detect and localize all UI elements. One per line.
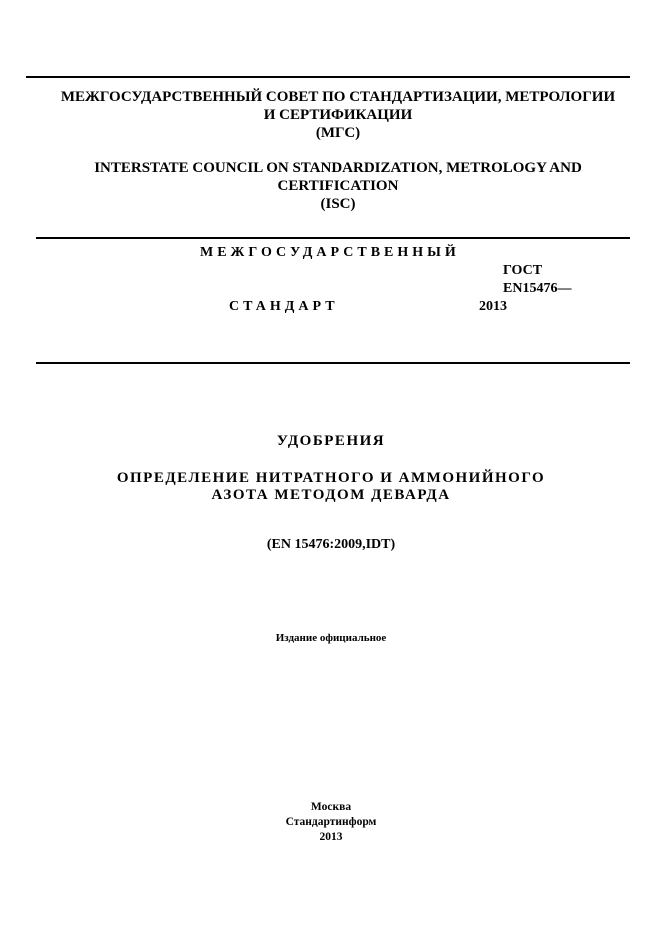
top-rule [26,76,630,78]
standard-bottom-rule [36,362,630,364]
standard-top-rule [36,237,630,239]
document-title: УДОБРЕНИЯ [276,433,386,449]
official-edition-note: Издание официальное [275,632,387,644]
imprint-publisher: Стандартинформ [285,816,377,828]
subtitle-line1: ОПРЕДЕЛЕНИЕ НИТРАТНОГО И АММОНИЙНОГО [116,470,546,486]
imprint-city: Москва [310,801,352,813]
standard-word-interstate: МЕЖГОСУДАРСТВЕННЫЙ [200,245,460,260]
en-reference: (EN 15476:2009,IDT) [266,537,396,552]
gost-year: 2013 [479,299,507,314]
gost-label: ГОСТ [503,263,543,278]
council-en-line1: INTERSTATE COUNCIL ON STANDARDIZATION, METROLOGY AND [94,160,582,176]
imprint-year: 2013 [319,831,343,843]
document-subtitle [0,470,662,504]
council-ru-line1: МЕЖГОСУДАРСТВЕННЫЙ СОВЕТ ПО СТАНДАРТИЗАЦИИ, МЕТРОЛОГИИ [60,89,616,105]
council-ru-line2: И СЕРТИФИКАЦИИ [263,107,413,123]
standard-word-standard: СТАНДАРТ [229,299,339,314]
council-en-line2: CERTIFICATION [277,178,399,194]
council-ru-abbrev: (МГС) [315,125,361,141]
imprint [0,800,662,845]
subtitle-line2: АЗОТА МЕТОДОМ ДЕВАРДА [211,487,451,503]
council-ru-heading [14,88,662,142]
gost-number: EN15476— [503,281,572,296]
council-en-abbrev: (ISC) [320,196,356,212]
council-en-heading [14,159,662,213]
